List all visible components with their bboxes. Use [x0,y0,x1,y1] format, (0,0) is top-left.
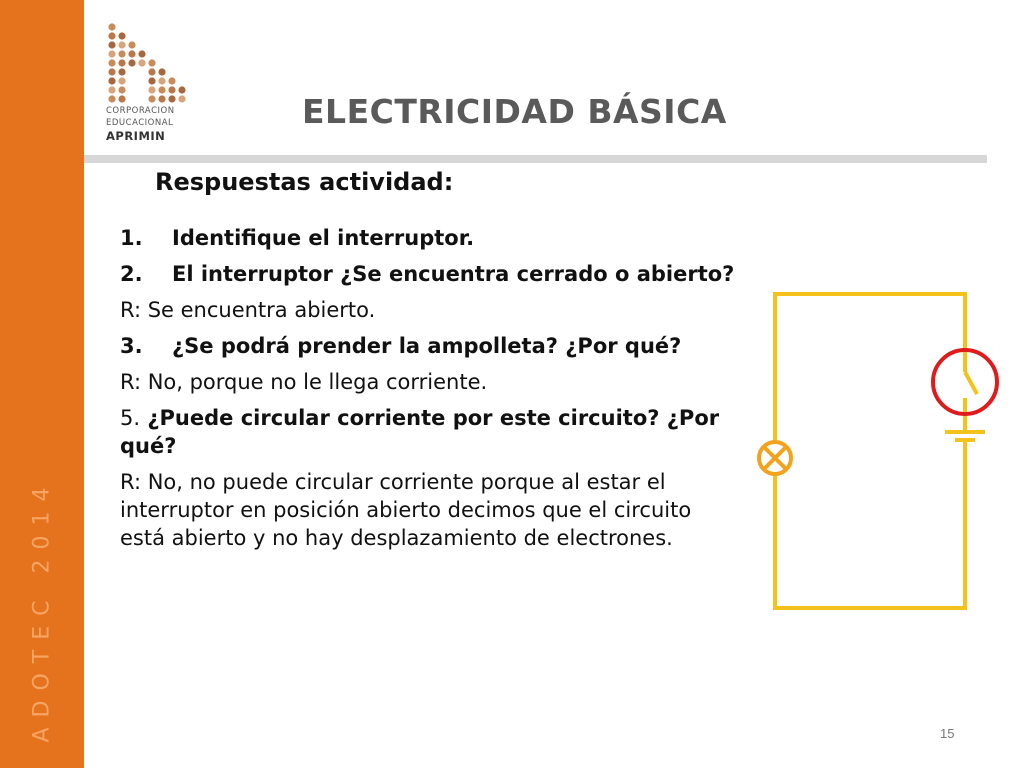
page-number: 15 [940,726,955,741]
logo-dot [108,95,115,102]
logo-dot [118,86,125,93]
logo-dot [148,86,155,93]
logo-dot [128,50,135,57]
logo-dot [168,95,175,102]
logo-dot [148,68,155,75]
logo-dot [118,41,125,48]
question-1 [120,224,740,252]
logo-dot [128,41,135,48]
question-number: 5. [120,406,141,430]
logo-dot [178,95,185,102]
logo-dot [148,95,155,102]
logo-dot [118,50,125,57]
sidebar-band [0,0,84,768]
logo-dot [138,59,145,66]
logo-dot [138,50,145,57]
question-number: 1. [120,226,143,250]
question-text: El interruptor ¿Se encuentra cerrado o abierto? [172,262,735,286]
sidebar-watermark: ADOTEC 2014 [29,477,55,743]
logo-dot [158,86,165,93]
logo-dot [108,23,115,30]
logo-dot [108,50,115,57]
question-text: ¿Se podrá prender la ampolleta? ¿Por qué? [172,334,682,358]
logo-dot [118,95,125,102]
question-2 [120,260,740,288]
logo-dot [108,41,115,48]
question-number: 3. [120,334,143,358]
logo-dot [158,68,165,75]
logo-dots-icon [106,22,198,104]
logo-line-3: APRIMIN [106,129,166,143]
answer-2: R: Se encuentra abierto. [120,298,376,322]
logo-dot [108,86,115,93]
switch-icon [965,372,977,394]
circuit-wires [775,294,965,608]
section-subtitle: Respuestas actividad: [155,168,454,196]
logo-dot [148,77,155,84]
logo-dot [158,95,165,102]
answer-3: R: No, porque no le llega corriente. [120,370,488,394]
question-3 [120,332,740,360]
logo-dot [108,59,115,66]
logo-dot [108,32,115,39]
aprimin-logo [106,22,198,150]
logo-dot [168,86,175,93]
logo-dot [118,59,125,66]
header-divider [84,155,987,163]
logo-dot [118,68,125,75]
wire-bottom [775,444,965,608]
logo-dot [148,59,155,66]
question-text: ¿Puede circular corriente por este circuito? ¿Por qué? [120,406,720,458]
answers-content [120,224,740,560]
logo-dot [168,77,175,84]
logo-dot [178,86,185,93]
page-title: ELECTRICIDAD BÁSICA [302,92,727,131]
question-5 [120,404,740,460]
logo-dot [118,32,125,39]
question-number: 2. [120,262,143,286]
logo-dot [128,59,135,66]
answer-5: R: No, no puede circular corriente porque al estar el interruptor en posición abierto decimos que el circuito está abierto y no hay desplazamiento de electrones. [120,470,692,550]
logo-dot [158,77,165,84]
logo-line-1: CORPORACION [106,106,175,116]
logo-dot [108,77,115,84]
logo-dot [108,68,115,75]
logo-line-2: EDUCACIONAL [106,118,174,128]
question-text: Identifique el interruptor. [172,226,475,250]
circuit-diagram [755,282,1005,622]
bulb-icon [759,442,791,474]
logo-dot [118,77,125,84]
